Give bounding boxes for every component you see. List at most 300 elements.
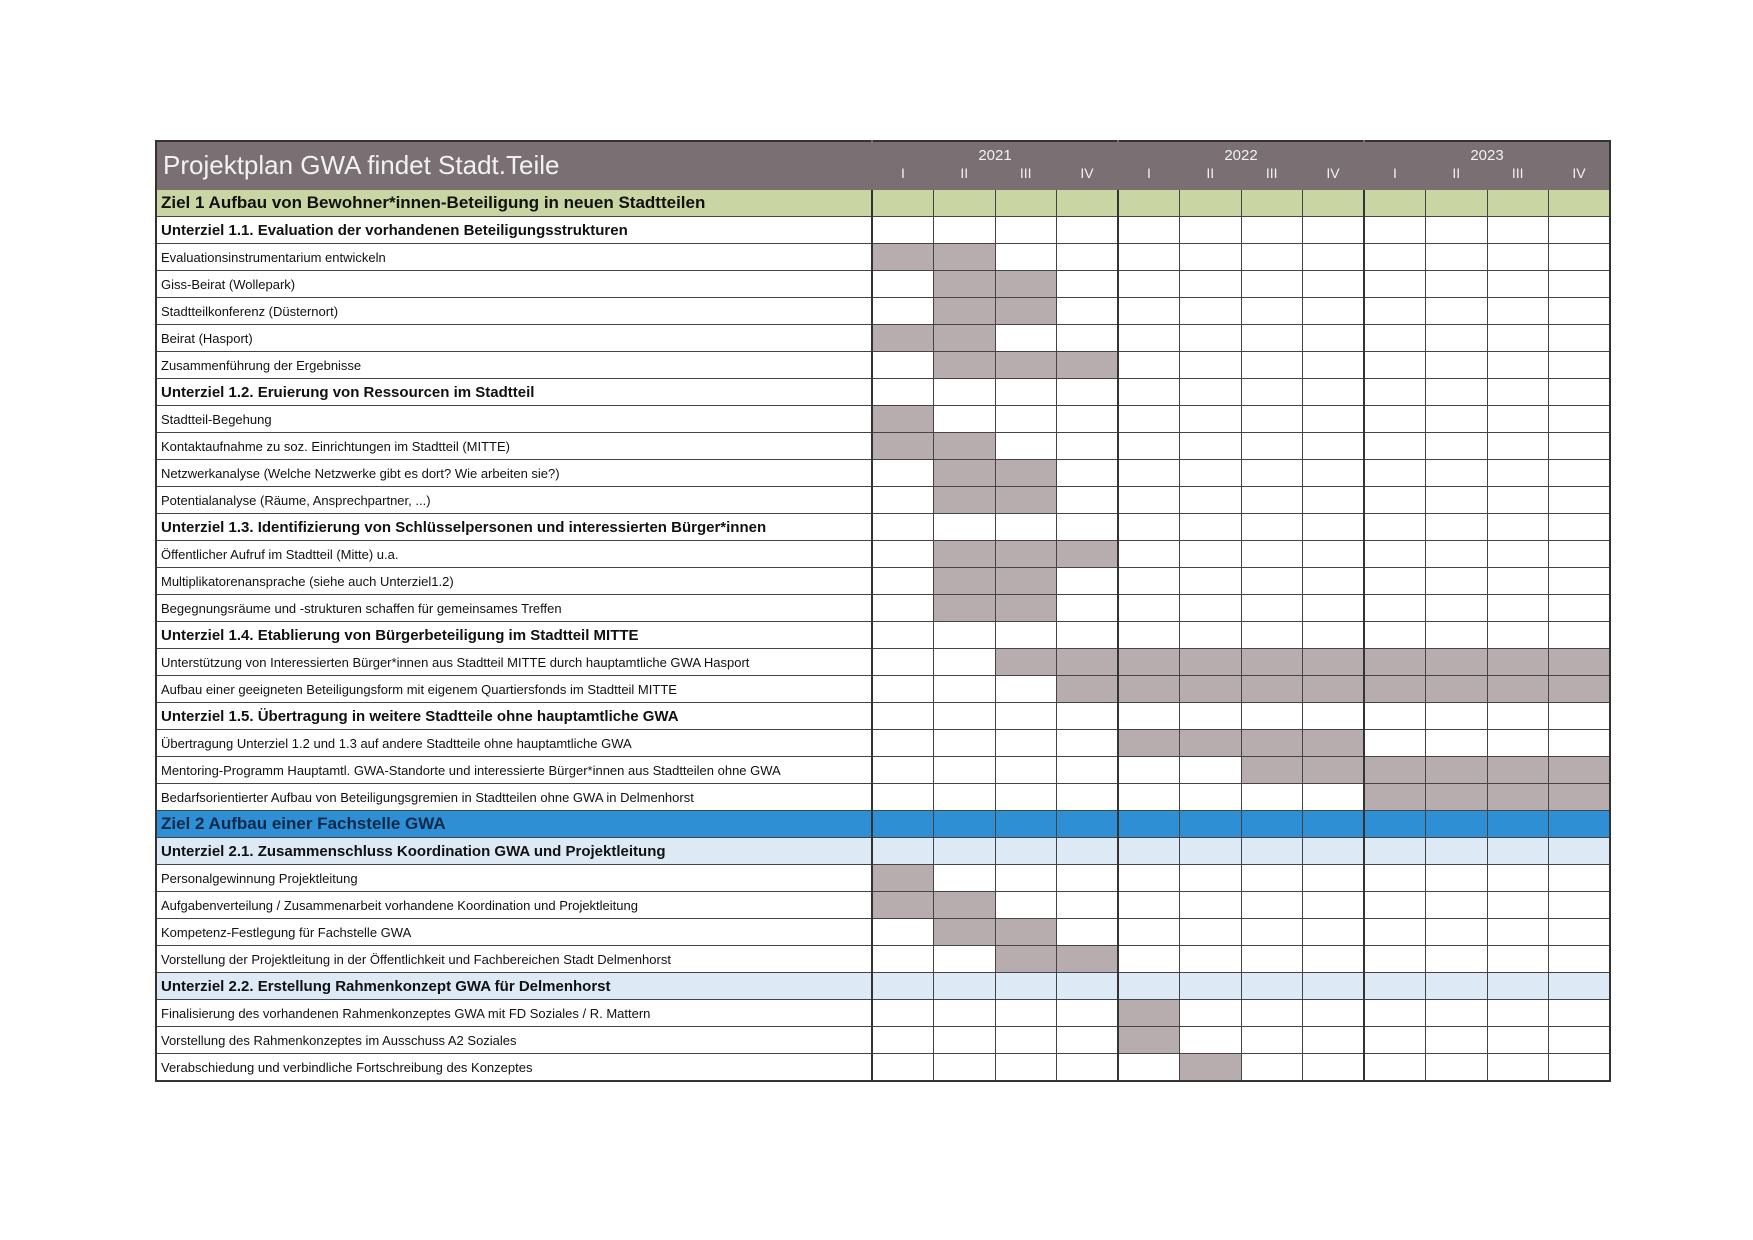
schedule-cell-active	[934, 271, 996, 298]
schedule-cell	[1549, 487, 1611, 514]
schedule-cell	[1364, 919, 1426, 946]
schedule-cell	[1180, 946, 1242, 973]
schedule-cell	[1549, 379, 1611, 406]
task-label: Evaluationsinstrumentarium entwickeln	[156, 244, 872, 271]
quarter-header: I	[1364, 165, 1426, 190]
task-row	[156, 892, 1610, 919]
task-row	[156, 460, 1610, 487]
schedule-cell	[872, 568, 934, 595]
schedule-cell	[1549, 325, 1611, 352]
schedule-cell-active	[1303, 730, 1365, 757]
quarter-header: I	[1118, 165, 1180, 190]
task-row	[156, 271, 1610, 298]
schedule-cell	[1303, 244, 1365, 271]
schedule-cell	[1241, 325, 1303, 352]
task-row	[156, 595, 1610, 622]
schedule-cell	[1118, 757, 1180, 784]
schedule-cell	[995, 379, 1057, 406]
schedule-cell-active	[934, 460, 996, 487]
schedule-cell	[1303, 379, 1365, 406]
schedule-cell	[1241, 298, 1303, 325]
schedule-cell-active	[872, 892, 934, 919]
schedule-cell	[1364, 325, 1426, 352]
schedule-cell	[1426, 271, 1488, 298]
schedule-cell	[1487, 892, 1549, 919]
schedule-cell	[1487, 973, 1549, 1000]
task-row	[156, 676, 1610, 703]
schedule-cell	[1487, 244, 1549, 271]
task-row	[156, 865, 1610, 892]
schedule-cell	[1364, 460, 1426, 487]
schedule-cell	[995, 190, 1057, 217]
subgoal-label: Unterziel 1.2. Eruierung von Ressourcen im Stadtteil	[156, 379, 872, 406]
schedule-cell	[1180, 811, 1242, 838]
task-label: Netzwerkanalyse (Welche Netzwerke gibt es dort? Wie arbeiten sie?)	[156, 460, 872, 487]
schedule-cell	[1487, 946, 1549, 973]
year-header: 2021	[872, 141, 1118, 165]
schedule-cell-active	[1180, 1054, 1242, 1082]
subgoal-label: Unterziel 1.5. Übertragung in weitere Stadtteile ohne hauptamtliche GWA	[156, 703, 872, 730]
quarter-header: III	[1487, 165, 1549, 190]
schedule-cell	[1426, 487, 1488, 514]
schedule-cell	[1364, 217, 1426, 244]
schedule-cell	[1118, 190, 1180, 217]
schedule-cell-active	[1303, 757, 1365, 784]
schedule-cell	[934, 190, 996, 217]
schedule-cell-active	[1426, 784, 1488, 811]
schedule-cell-active	[1549, 676, 1611, 703]
schedule-cell	[1549, 838, 1611, 865]
schedule-cell	[1118, 514, 1180, 541]
schedule-cell	[1549, 865, 1611, 892]
task-label: Verabschiedung und verbindliche Fortschreibung des Konzeptes	[156, 1054, 872, 1082]
schedule-cell	[872, 622, 934, 649]
schedule-cell-active	[1487, 784, 1549, 811]
schedule-cell	[1487, 595, 1549, 622]
schedule-cell	[1487, 919, 1549, 946]
schedule-cell-active	[1057, 352, 1119, 379]
schedule-cell-active	[1180, 676, 1242, 703]
task-row	[156, 298, 1610, 325]
schedule-cell-active	[934, 487, 996, 514]
schedule-cell	[934, 838, 996, 865]
schedule-cell	[1549, 244, 1611, 271]
schedule-cell	[1057, 406, 1119, 433]
schedule-cell	[1487, 325, 1549, 352]
schedule-cell	[1303, 703, 1365, 730]
schedule-cell	[1549, 190, 1611, 217]
schedule-cell	[872, 1054, 934, 1082]
schedule-cell	[1303, 541, 1365, 568]
schedule-cell	[1241, 379, 1303, 406]
schedule-cell	[1303, 433, 1365, 460]
schedule-cell-active	[995, 460, 1057, 487]
schedule-cell	[1118, 1054, 1180, 1082]
schedule-cell-active	[872, 406, 934, 433]
task-label: Beirat (Hasport)	[156, 325, 872, 352]
schedule-cell	[1118, 460, 1180, 487]
schedule-cell	[1241, 622, 1303, 649]
schedule-cell	[1057, 271, 1119, 298]
schedule-cell	[1549, 1054, 1611, 1082]
schedule-cell	[1180, 244, 1242, 271]
schedule-cell	[1303, 487, 1365, 514]
schedule-cell	[872, 217, 934, 244]
schedule-cell	[995, 406, 1057, 433]
schedule-cell	[1426, 946, 1488, 973]
subgoal-row	[156, 514, 1610, 541]
schedule-cell	[1180, 406, 1242, 433]
schedule-cell	[1487, 1027, 1549, 1054]
task-label: Stadtteilkonferenz (Düsternort)	[156, 298, 872, 325]
schedule-cell	[934, 622, 996, 649]
schedule-cell	[1241, 703, 1303, 730]
schedule-cell	[1549, 811, 1611, 838]
schedule-cell-active	[1118, 730, 1180, 757]
schedule-cell	[1180, 217, 1242, 244]
schedule-cell-active	[1364, 784, 1426, 811]
schedule-cell	[1241, 892, 1303, 919]
schedule-cell	[1426, 568, 1488, 595]
schedule-cell	[995, 514, 1057, 541]
schedule-cell	[1180, 784, 1242, 811]
schedule-cell-active	[995, 946, 1057, 973]
schedule-cell-active	[934, 352, 996, 379]
quarter-header: IV	[1549, 165, 1611, 190]
task-row	[156, 433, 1610, 460]
schedule-cell-active	[1426, 649, 1488, 676]
schedule-cell	[1303, 892, 1365, 919]
schedule-cell	[1180, 757, 1242, 784]
schedule-cell-active	[934, 892, 996, 919]
schedule-cell	[1426, 919, 1488, 946]
schedule-cell-active	[1057, 649, 1119, 676]
schedule-cell	[1549, 433, 1611, 460]
schedule-cell	[995, 973, 1057, 1000]
schedule-cell-active	[1426, 757, 1488, 784]
schedule-cell	[1303, 595, 1365, 622]
schedule-cell	[1426, 730, 1488, 757]
schedule-cell	[1057, 514, 1119, 541]
schedule-cell	[995, 865, 1057, 892]
task-label: Unterstützung von Interessierten Bürger*innen aus Stadtteil MITTE durch hauptamtliche GWA Hasport	[156, 649, 872, 676]
schedule-cell	[1364, 541, 1426, 568]
schedule-cell-active	[995, 352, 1057, 379]
schedule-cell	[1487, 514, 1549, 541]
schedule-cell	[995, 703, 1057, 730]
schedule-cell	[1180, 1000, 1242, 1027]
task-label: Stadtteil-Begehung	[156, 406, 872, 433]
schedule-cell-active	[1303, 676, 1365, 703]
schedule-cell	[872, 946, 934, 973]
schedule-cell	[1241, 811, 1303, 838]
task-row	[156, 730, 1610, 757]
schedule-cell	[1241, 838, 1303, 865]
schedule-cell	[1487, 406, 1549, 433]
schedule-cell	[1426, 406, 1488, 433]
subgoal-row	[156, 838, 1610, 865]
schedule-cell	[1057, 784, 1119, 811]
schedule-cell	[1364, 838, 1426, 865]
schedule-cell-active	[1487, 649, 1549, 676]
schedule-cell	[1487, 1054, 1549, 1082]
schedule-cell	[1180, 865, 1242, 892]
schedule-cell	[1549, 271, 1611, 298]
schedule-cell	[1426, 973, 1488, 1000]
goal-label: Ziel 1 Aufbau von Bewohner*innen-Beteiligung in neuen Stadtteilen	[156, 190, 872, 217]
schedule-cell	[1118, 298, 1180, 325]
schedule-cell	[872, 838, 934, 865]
schedule-cell	[1057, 298, 1119, 325]
schedule-cell	[1364, 1000, 1426, 1027]
schedule-cell-active	[1241, 757, 1303, 784]
task-row	[156, 352, 1610, 379]
schedule-cell	[934, 811, 996, 838]
schedule-cell	[1426, 244, 1488, 271]
schedule-cell	[1241, 406, 1303, 433]
schedule-cell	[1487, 433, 1549, 460]
schedule-cell	[1118, 838, 1180, 865]
subgoal-label: Unterziel 2.1. Zusammenschluss Koordination GWA und Projektleitung	[156, 838, 872, 865]
schedule-cell-active	[1118, 1000, 1180, 1027]
schedule-cell	[1487, 379, 1549, 406]
schedule-cell	[1241, 487, 1303, 514]
schedule-cell-active	[1364, 649, 1426, 676]
task-row	[156, 946, 1610, 973]
schedule-cell	[872, 352, 934, 379]
schedule-cell	[995, 1027, 1057, 1054]
schedule-cell	[1303, 838, 1365, 865]
schedule-cell	[1057, 379, 1119, 406]
schedule-cell	[1549, 973, 1611, 1000]
schedule-cell	[1057, 757, 1119, 784]
task-row	[156, 406, 1610, 433]
schedule-cell	[1426, 622, 1488, 649]
schedule-cell	[995, 433, 1057, 460]
schedule-cell	[1487, 1000, 1549, 1027]
schedule-cell	[872, 190, 934, 217]
task-label: Giss-Beirat (Wollepark)	[156, 271, 872, 298]
schedule-cell	[995, 325, 1057, 352]
schedule-cell	[1549, 460, 1611, 487]
schedule-cell	[1364, 271, 1426, 298]
schedule-cell	[934, 730, 996, 757]
quarter-header: III	[1241, 165, 1303, 190]
schedule-cell	[995, 1000, 1057, 1027]
schedule-cell	[872, 703, 934, 730]
schedule-cell	[1057, 568, 1119, 595]
schedule-cell	[1364, 433, 1426, 460]
schedule-cell	[1057, 973, 1119, 1000]
schedule-cell	[1364, 1054, 1426, 1082]
schedule-cell-active	[1549, 757, 1611, 784]
schedule-cell	[934, 406, 996, 433]
schedule-cell	[1364, 487, 1426, 514]
schedule-cell	[1241, 271, 1303, 298]
schedule-cell	[872, 784, 934, 811]
schedule-cell	[934, 1027, 996, 1054]
schedule-cell	[1426, 1000, 1488, 1027]
schedule-cell-active	[934, 433, 996, 460]
schedule-cell	[1057, 595, 1119, 622]
quarter-header: II	[934, 165, 996, 190]
schedule-cell	[1303, 190, 1365, 217]
schedule-cell	[1426, 865, 1488, 892]
schedule-cell	[872, 811, 934, 838]
project-plan-table	[155, 140, 1611, 1082]
schedule-cell	[934, 1000, 996, 1027]
schedule-cell	[872, 757, 934, 784]
schedule-cell	[1303, 568, 1365, 595]
schedule-cell	[1426, 1027, 1488, 1054]
schedule-cell	[1303, 919, 1365, 946]
schedule-cell-active	[872, 325, 934, 352]
schedule-cell-active	[872, 865, 934, 892]
schedule-cell-active	[1180, 649, 1242, 676]
schedule-cell	[1303, 811, 1365, 838]
task-label: Übertragung Unterziel 1.2 und 1.3 auf andere Stadtteile ohne hauptamtliche GWA	[156, 730, 872, 757]
task-row	[156, 757, 1610, 784]
schedule-cell	[1426, 190, 1488, 217]
schedule-cell	[1364, 730, 1426, 757]
schedule-cell	[1118, 487, 1180, 514]
schedule-cell	[1180, 595, 1242, 622]
schedule-cell-active	[934, 541, 996, 568]
subgoal-row	[156, 622, 1610, 649]
year-header: 2023	[1364, 141, 1610, 165]
schedule-cell	[1426, 433, 1488, 460]
schedule-cell	[1118, 406, 1180, 433]
task-label: Kompetenz-Festlegung für Fachstelle GWA	[156, 919, 872, 946]
schedule-cell-active	[995, 595, 1057, 622]
schedule-cell	[1057, 865, 1119, 892]
schedule-cell	[995, 757, 1057, 784]
schedule-cell	[1426, 703, 1488, 730]
schedule-cell	[1118, 865, 1180, 892]
table-body	[156, 190, 1610, 1082]
schedule-cell	[1549, 406, 1611, 433]
schedule-cell	[1180, 622, 1242, 649]
schedule-cell	[1180, 1027, 1242, 1054]
schedule-cell	[1118, 325, 1180, 352]
schedule-cell	[1118, 217, 1180, 244]
plan-title: Projektplan GWA findet Stadt.Teile	[156, 141, 872, 190]
schedule-cell-active	[995, 271, 1057, 298]
schedule-cell	[1426, 892, 1488, 919]
schedule-cell	[995, 244, 1057, 271]
schedule-cell	[872, 379, 934, 406]
schedule-cell	[1057, 217, 1119, 244]
schedule-cell	[1487, 217, 1549, 244]
schedule-cell	[1118, 919, 1180, 946]
schedule-cell	[1241, 244, 1303, 271]
schedule-cell	[1364, 1027, 1426, 1054]
schedule-cell-active	[1549, 649, 1611, 676]
schedule-cell	[1180, 433, 1242, 460]
task-label: Mentoring-Programm Hauptamtl. GWA-Standorte und interessierte Bürger*innen aus Stadtteilen ohne GWA	[156, 757, 872, 784]
task-label: Potentialanalyse (Räume, Ansprechpartner, ...)	[156, 487, 872, 514]
schedule-cell	[934, 973, 996, 1000]
schedule-cell	[1364, 892, 1426, 919]
schedule-cell	[1241, 541, 1303, 568]
schedule-cell	[1487, 460, 1549, 487]
quarter-header: IV	[1057, 165, 1119, 190]
schedule-cell	[1487, 352, 1549, 379]
schedule-cell	[1118, 622, 1180, 649]
schedule-cell-active	[1241, 649, 1303, 676]
schedule-cell	[1241, 919, 1303, 946]
schedule-cell	[1057, 244, 1119, 271]
schedule-cell-active	[995, 649, 1057, 676]
schedule-cell	[1364, 352, 1426, 379]
schedule-cell	[1549, 946, 1611, 973]
schedule-cell	[995, 811, 1057, 838]
schedule-cell	[1241, 190, 1303, 217]
task-row	[156, 325, 1610, 352]
schedule-cell	[1364, 973, 1426, 1000]
task-label: Aufgabenverteilung / Zusammenarbeit vorhandene Koordination und Projektleitung	[156, 892, 872, 919]
schedule-cell	[1549, 595, 1611, 622]
schedule-cell	[1118, 568, 1180, 595]
quarter-header: II	[1180, 165, 1242, 190]
schedule-cell	[1118, 433, 1180, 460]
subgoal-row	[156, 703, 1610, 730]
schedule-cell	[1118, 244, 1180, 271]
schedule-cell	[934, 757, 996, 784]
schedule-cell-active	[934, 298, 996, 325]
schedule-cell-active	[995, 487, 1057, 514]
schedule-cell	[995, 217, 1057, 244]
schedule-cell	[1180, 325, 1242, 352]
quarter-header: I	[872, 165, 934, 190]
schedule-cell	[1364, 298, 1426, 325]
schedule-cell	[1426, 379, 1488, 406]
schedule-cell	[1549, 298, 1611, 325]
task-label: Bedarfsorientierter Aufbau von Beteiligungsgremien in Stadtteilen ohne GWA in Delmenhorst	[156, 784, 872, 811]
schedule-cell	[1241, 946, 1303, 973]
schedule-cell	[1364, 190, 1426, 217]
schedule-cell-active	[995, 298, 1057, 325]
schedule-cell	[1549, 568, 1611, 595]
schedule-cell-active	[934, 919, 996, 946]
schedule-cell	[1118, 379, 1180, 406]
schedule-cell	[1241, 433, 1303, 460]
schedule-cell-active	[934, 595, 996, 622]
schedule-cell-active	[1241, 676, 1303, 703]
schedule-cell	[934, 946, 996, 973]
schedule-cell	[1487, 730, 1549, 757]
schedule-cell	[1549, 217, 1611, 244]
subgoal-label: Unterziel 1.3. Identifizierung von Schlüsselpersonen und interessierten Bürger*innen	[156, 514, 872, 541]
schedule-cell	[1057, 811, 1119, 838]
schedule-cell	[1303, 1027, 1365, 1054]
schedule-cell	[1241, 1000, 1303, 1027]
schedule-cell	[1057, 325, 1119, 352]
schedule-cell	[1364, 622, 1426, 649]
schedule-cell	[995, 838, 1057, 865]
schedule-cell	[1549, 1027, 1611, 1054]
goal-row	[156, 190, 1610, 217]
schedule-cell	[1241, 784, 1303, 811]
schedule-cell	[872, 271, 934, 298]
schedule-cell	[1057, 892, 1119, 919]
schedule-cell	[1426, 298, 1488, 325]
schedule-cell	[1118, 946, 1180, 973]
schedule-cell	[1426, 838, 1488, 865]
schedule-cell	[1057, 190, 1119, 217]
schedule-cell	[1241, 352, 1303, 379]
schedule-cell-active	[934, 568, 996, 595]
